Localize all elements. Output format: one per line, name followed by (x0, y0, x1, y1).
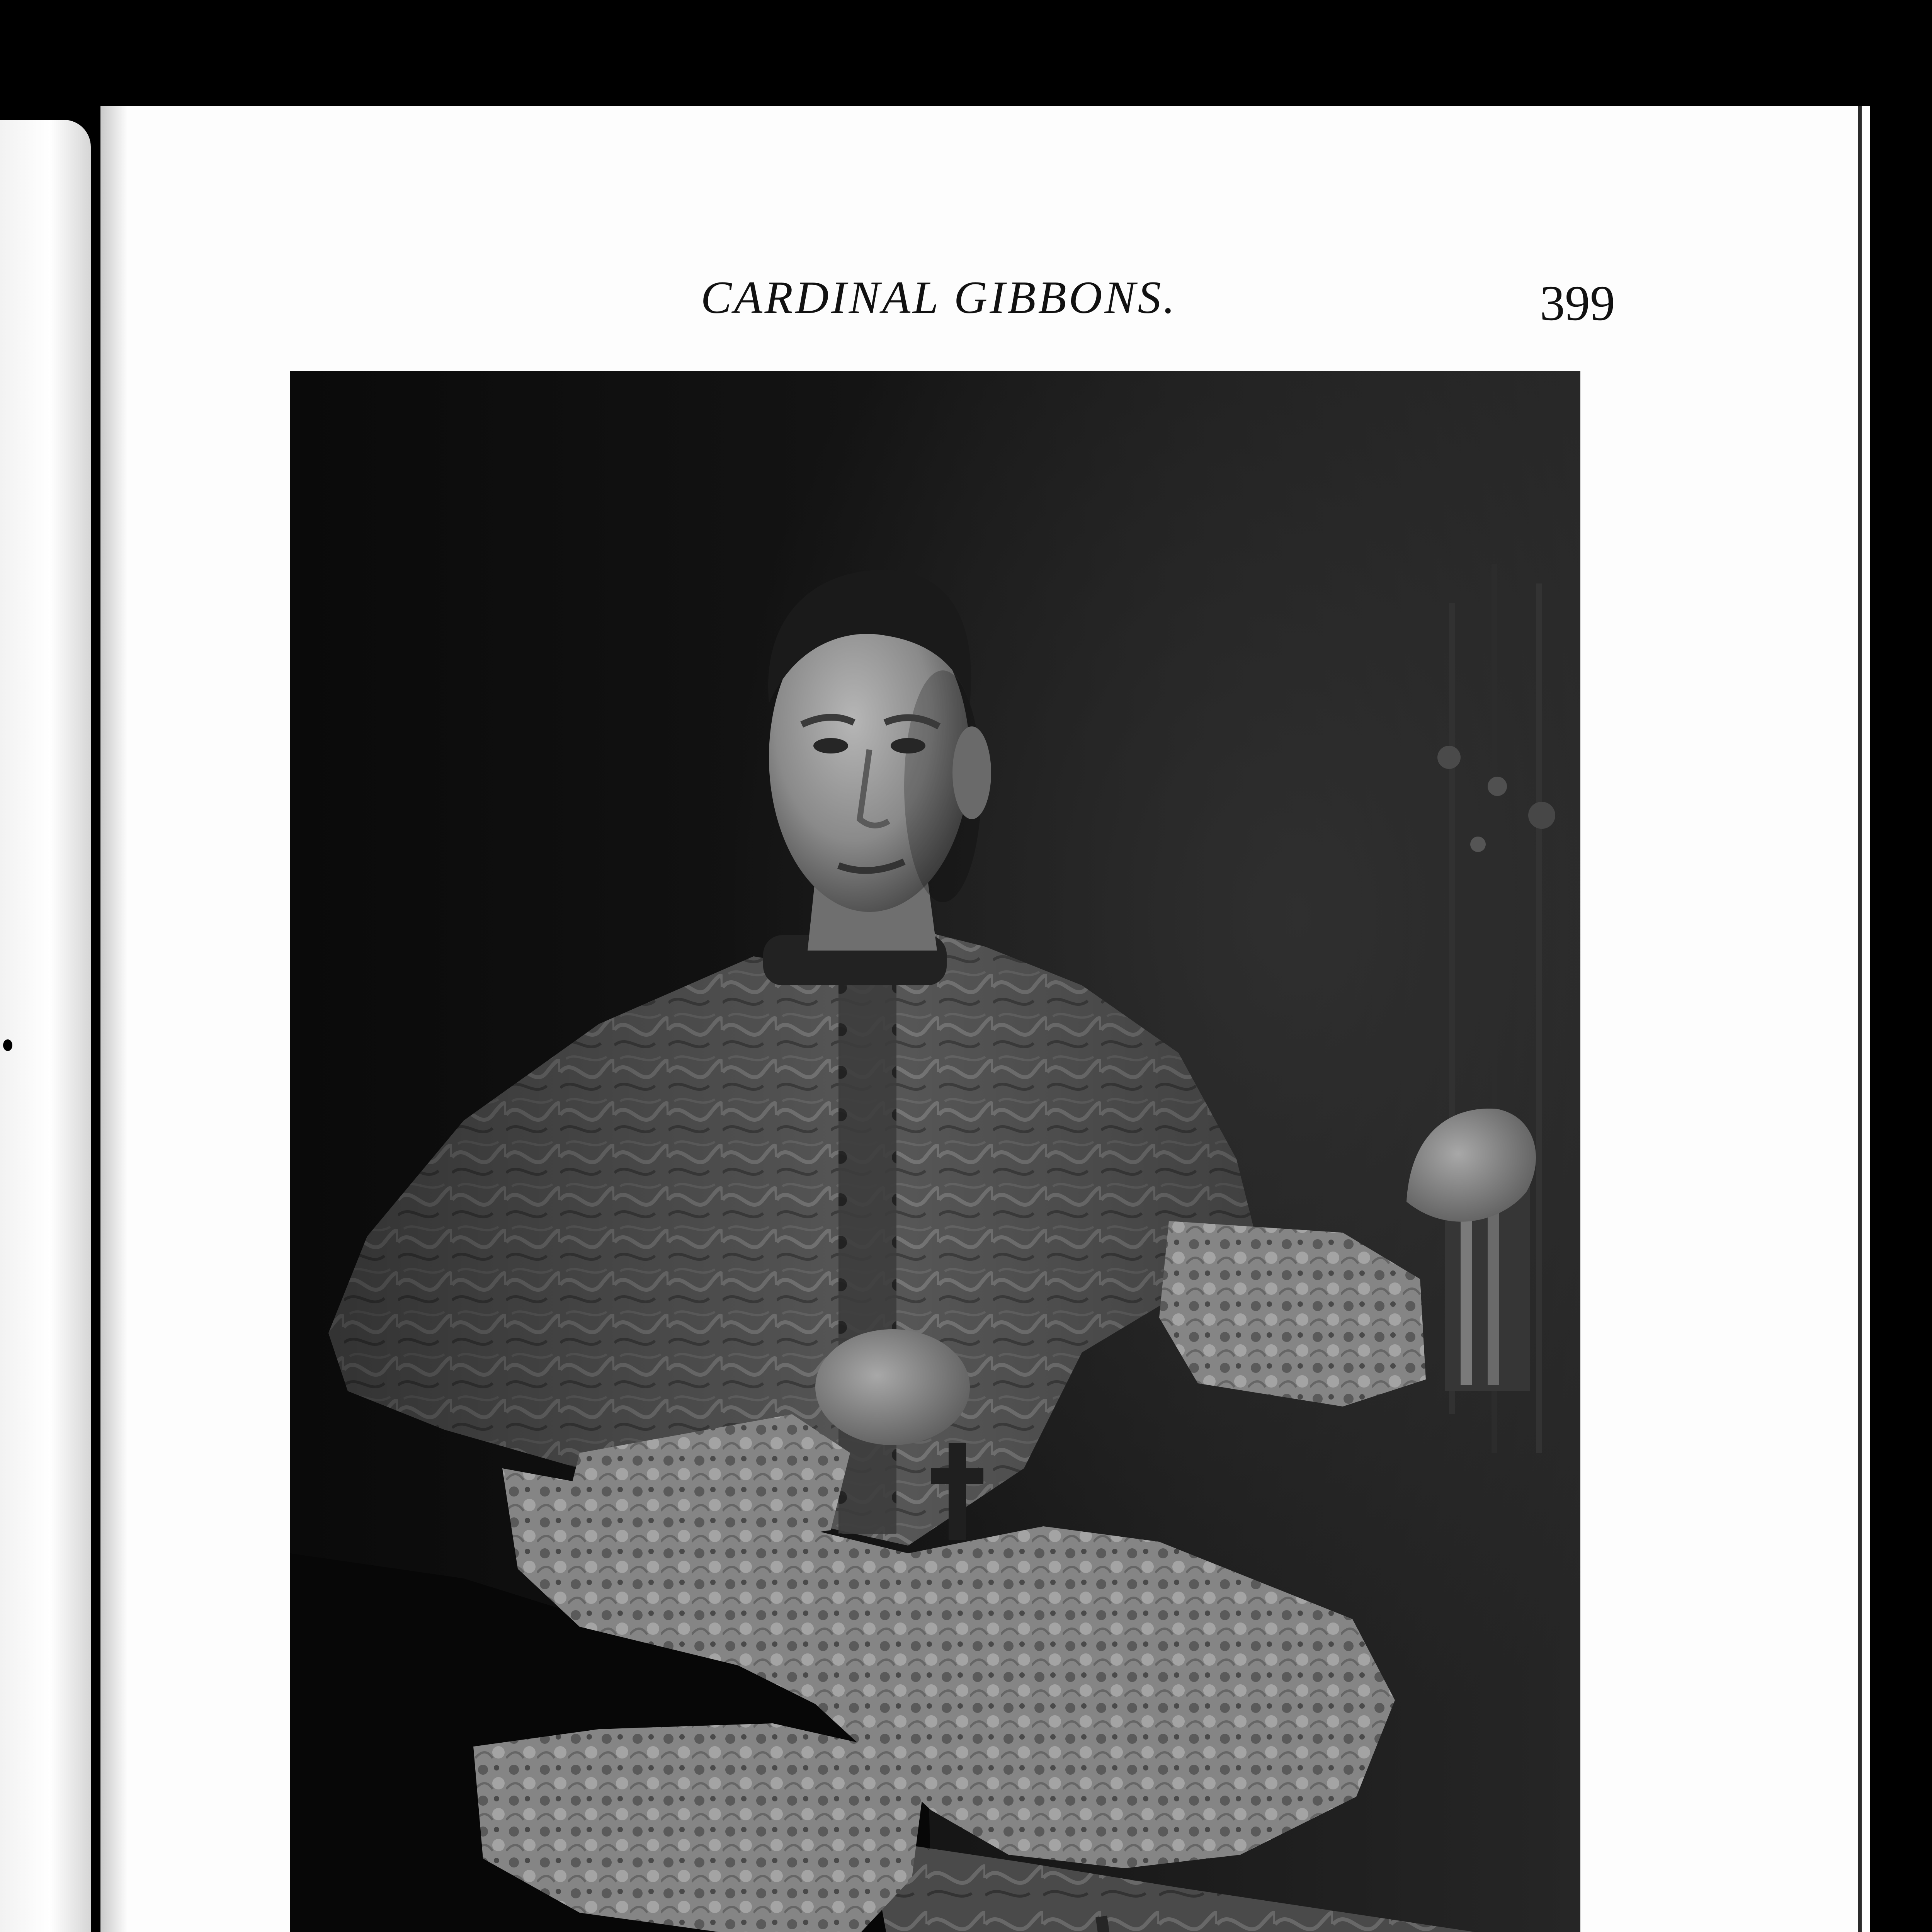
cassock-buttons (838, 974, 896, 1534)
page-edge-line (1858, 106, 1862, 1932)
running-head: CARDINAL GIBBONS. (701, 272, 1177, 323)
ear (952, 726, 991, 819)
facing-page-edge (0, 120, 91, 1932)
portrait-photo (290, 371, 1580, 1932)
portrait-photo-image (290, 371, 1580, 1932)
page-number: 399 (1540, 276, 1615, 331)
page-gutter-shadow (100, 106, 128, 1932)
facing-page-mark (3, 1039, 12, 1051)
left-hand (815, 1329, 970, 1445)
